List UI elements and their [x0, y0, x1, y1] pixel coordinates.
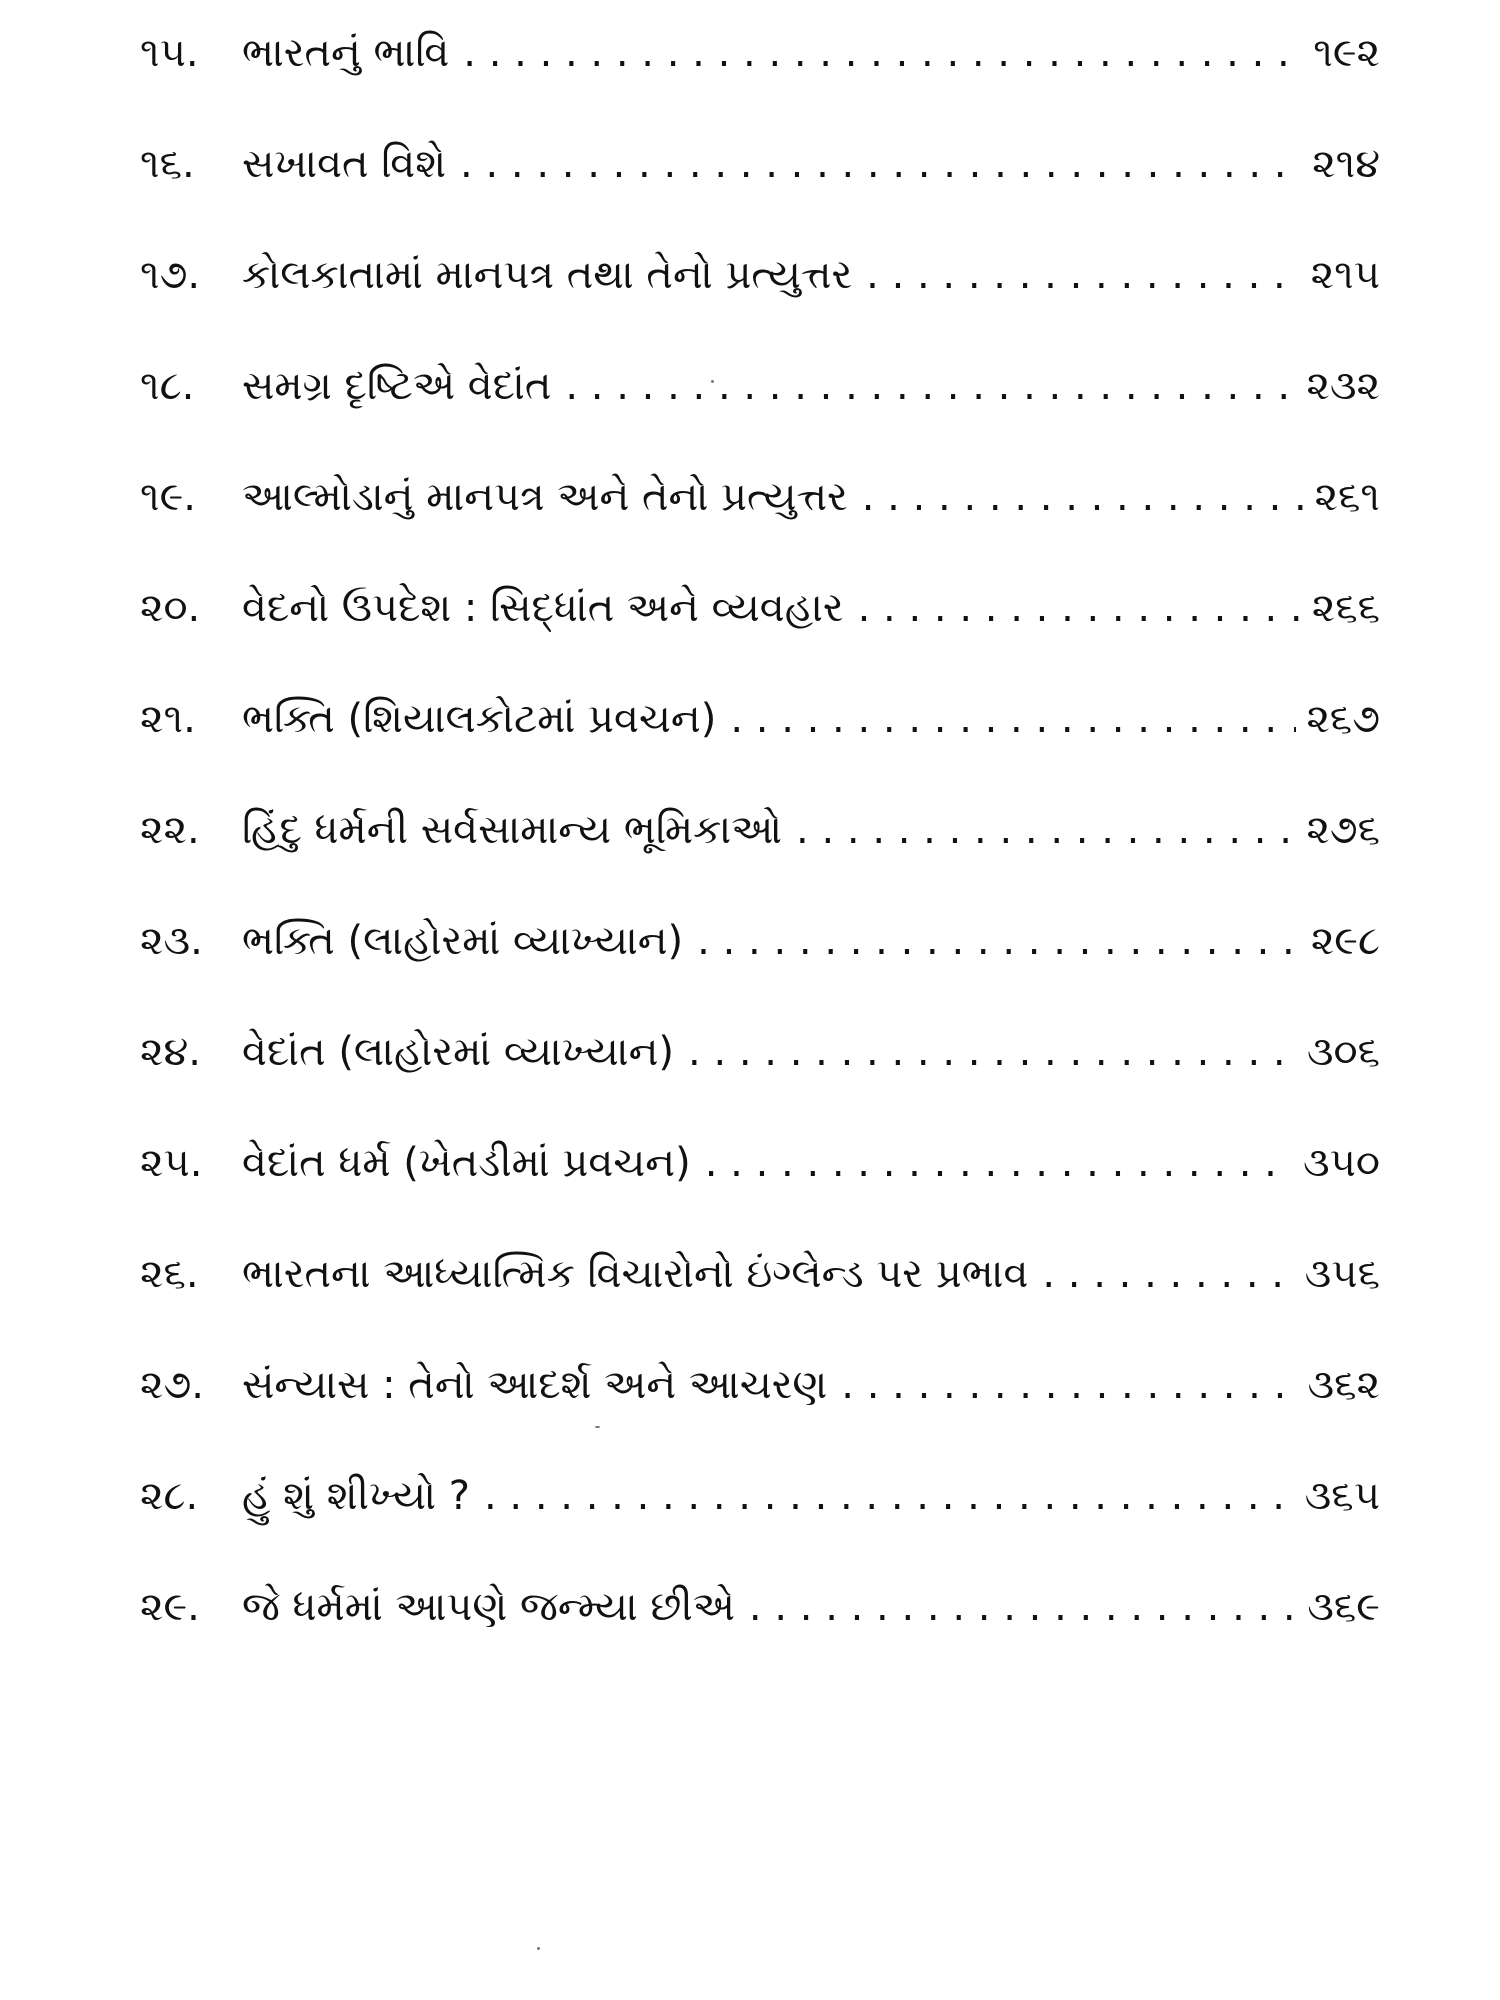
entry-number: ૨૯.	[140, 1584, 200, 1630]
entry-page-number: ૩૬૫	[1304, 1473, 1380, 1519]
entry-title: વેદનો ઉપદેશ : સિદ્ધાંત અને વ્યવહાર	[242, 585, 844, 631]
entry-title: ભારતના આધ્યાત્મિક વિચારોનો ઇંગ્લેન્ડ પર પ્રભાવ	[242, 1251, 1029, 1297]
entry-page-number: ૩૫૦	[1303, 1140, 1380, 1186]
entry-title: વેદાંત ધર્મ (ખેતડીમાં પ્રવચન)	[242, 1140, 691, 1186]
toc-entry	[140, 18, 1380, 129]
dot-leader	[841, 1350, 1297, 1420]
entry-title: સંન્યાસ : તેનો આદર્શ અને આચરણ	[242, 1362, 828, 1408]
entry-number: ૨૩.	[140, 918, 203, 964]
dot-leader	[866, 240, 1300, 310]
dot-leader	[1042, 1239, 1294, 1309]
entry-page-number: ૨૭૬	[1306, 807, 1380, 853]
entry-number: ૧૮.	[140, 363, 195, 409]
entry-number: ૧૯.	[140, 474, 196, 520]
dot-leader	[688, 1017, 1297, 1087]
entry-page-number: ૧૯૨	[1313, 30, 1380, 76]
entry-title: ભક્તિ (શિયાલકોટમાં પ્રવચન)	[242, 696, 717, 742]
dot-leader	[697, 906, 1301, 976]
dot-leader	[749, 1572, 1297, 1642]
toc-entry	[140, 906, 1380, 1017]
entry-page-number: ૨૬૭	[1306, 696, 1380, 742]
entry-title: ભારતનું ભાવિ	[242, 30, 450, 76]
entry-page-number: ૨૧૪	[1312, 141, 1380, 187]
entry-number: ૧૫.	[140, 30, 199, 76]
entry-number: ૨૨.	[140, 807, 200, 853]
toc-entry	[140, 1239, 1380, 1350]
entry-title: કોલકાતામાં માનપત્ર તથા તેનો પ્રત્યુત્તર	[242, 252, 853, 298]
scan-speck	[537, 1947, 540, 1950]
toc-entry	[140, 684, 1380, 795]
toc-entry	[140, 795, 1380, 906]
toc-entry	[140, 1461, 1380, 1572]
dot-leader	[862, 462, 1305, 532]
table-of-contents	[140, 18, 1380, 1683]
entry-number: ૨૧.	[140, 696, 196, 742]
dot-leader	[460, 129, 1302, 199]
entry-number: ૧૭.	[140, 252, 201, 298]
dot-leader	[463, 18, 1303, 88]
toc-entry	[140, 462, 1380, 573]
entry-page-number: ૩૬૨	[1307, 1362, 1380, 1408]
entry-title: સમગ્ર દૃષ્ટિએ વેદાંત	[242, 363, 552, 409]
entry-page-number: ૩૦૬	[1306, 1029, 1380, 1075]
entry-number: ૨૬.	[140, 1251, 199, 1297]
entry-number: ૨૦.	[140, 585, 201, 631]
entry-title: આલ્મોડાનું માનપત્ર અને તેનો પ્રત્યુત્તર	[242, 474, 848, 520]
dot-leader	[858, 573, 1302, 643]
toc-entry	[140, 240, 1380, 351]
toc-entry	[140, 1572, 1380, 1683]
entry-page-number: ૨૬૬	[1311, 585, 1380, 631]
entry-title: જે ધર્મમાં આપણે જન્મ્યા છીએ	[242, 1584, 735, 1630]
entry-number: ૨૮.	[140, 1473, 199, 1519]
toc-entry	[140, 129, 1380, 240]
toc-entry	[140, 573, 1380, 684]
entry-page-number: ૨૧૫	[1310, 252, 1380, 298]
entry-title: સખાવત વિશે	[242, 141, 447, 187]
entry-number: ૨૪.	[140, 1029, 201, 1075]
entry-title: હિંદુ ધર્મની સર્વસામાન્ય ભૂમિકાઓ	[242, 807, 783, 853]
entry-page-number: ૨૯૮	[1310, 918, 1380, 964]
entry-title: વેદાંત (લાહોરમાં વ્યાખ્યાન)	[242, 1029, 675, 1075]
scan-speck	[711, 380, 714, 383]
entry-number: ૨૫.	[140, 1140, 203, 1186]
toc-entry	[140, 351, 1380, 462]
dot-leader	[565, 351, 1296, 421]
entry-number: ૨૭.	[140, 1362, 204, 1408]
entry-page-number: ૩૬૯	[1307, 1584, 1380, 1630]
entry-page-number: ૩૫૬	[1304, 1251, 1380, 1297]
entry-number: ૧૬.	[140, 141, 195, 187]
toc-entry	[140, 1128, 1380, 1239]
dot-leader	[796, 795, 1296, 865]
entry-page-number: ૨૩૨	[1306, 363, 1380, 409]
scan-speck	[595, 1426, 600, 1428]
dot-leader	[484, 1461, 1295, 1531]
toc-entry	[140, 1350, 1380, 1461]
entry-title: હું શું શીખ્યો ?	[242, 1473, 470, 1519]
dot-leader	[730, 684, 1296, 754]
dot-leader	[705, 1128, 1293, 1198]
entry-title: ભક્તિ (લાહોરમાં વ્યાખ્યાન)	[242, 918, 684, 964]
toc-entry	[140, 1017, 1380, 1128]
entry-page-number: ૨૬૧	[1314, 474, 1380, 520]
